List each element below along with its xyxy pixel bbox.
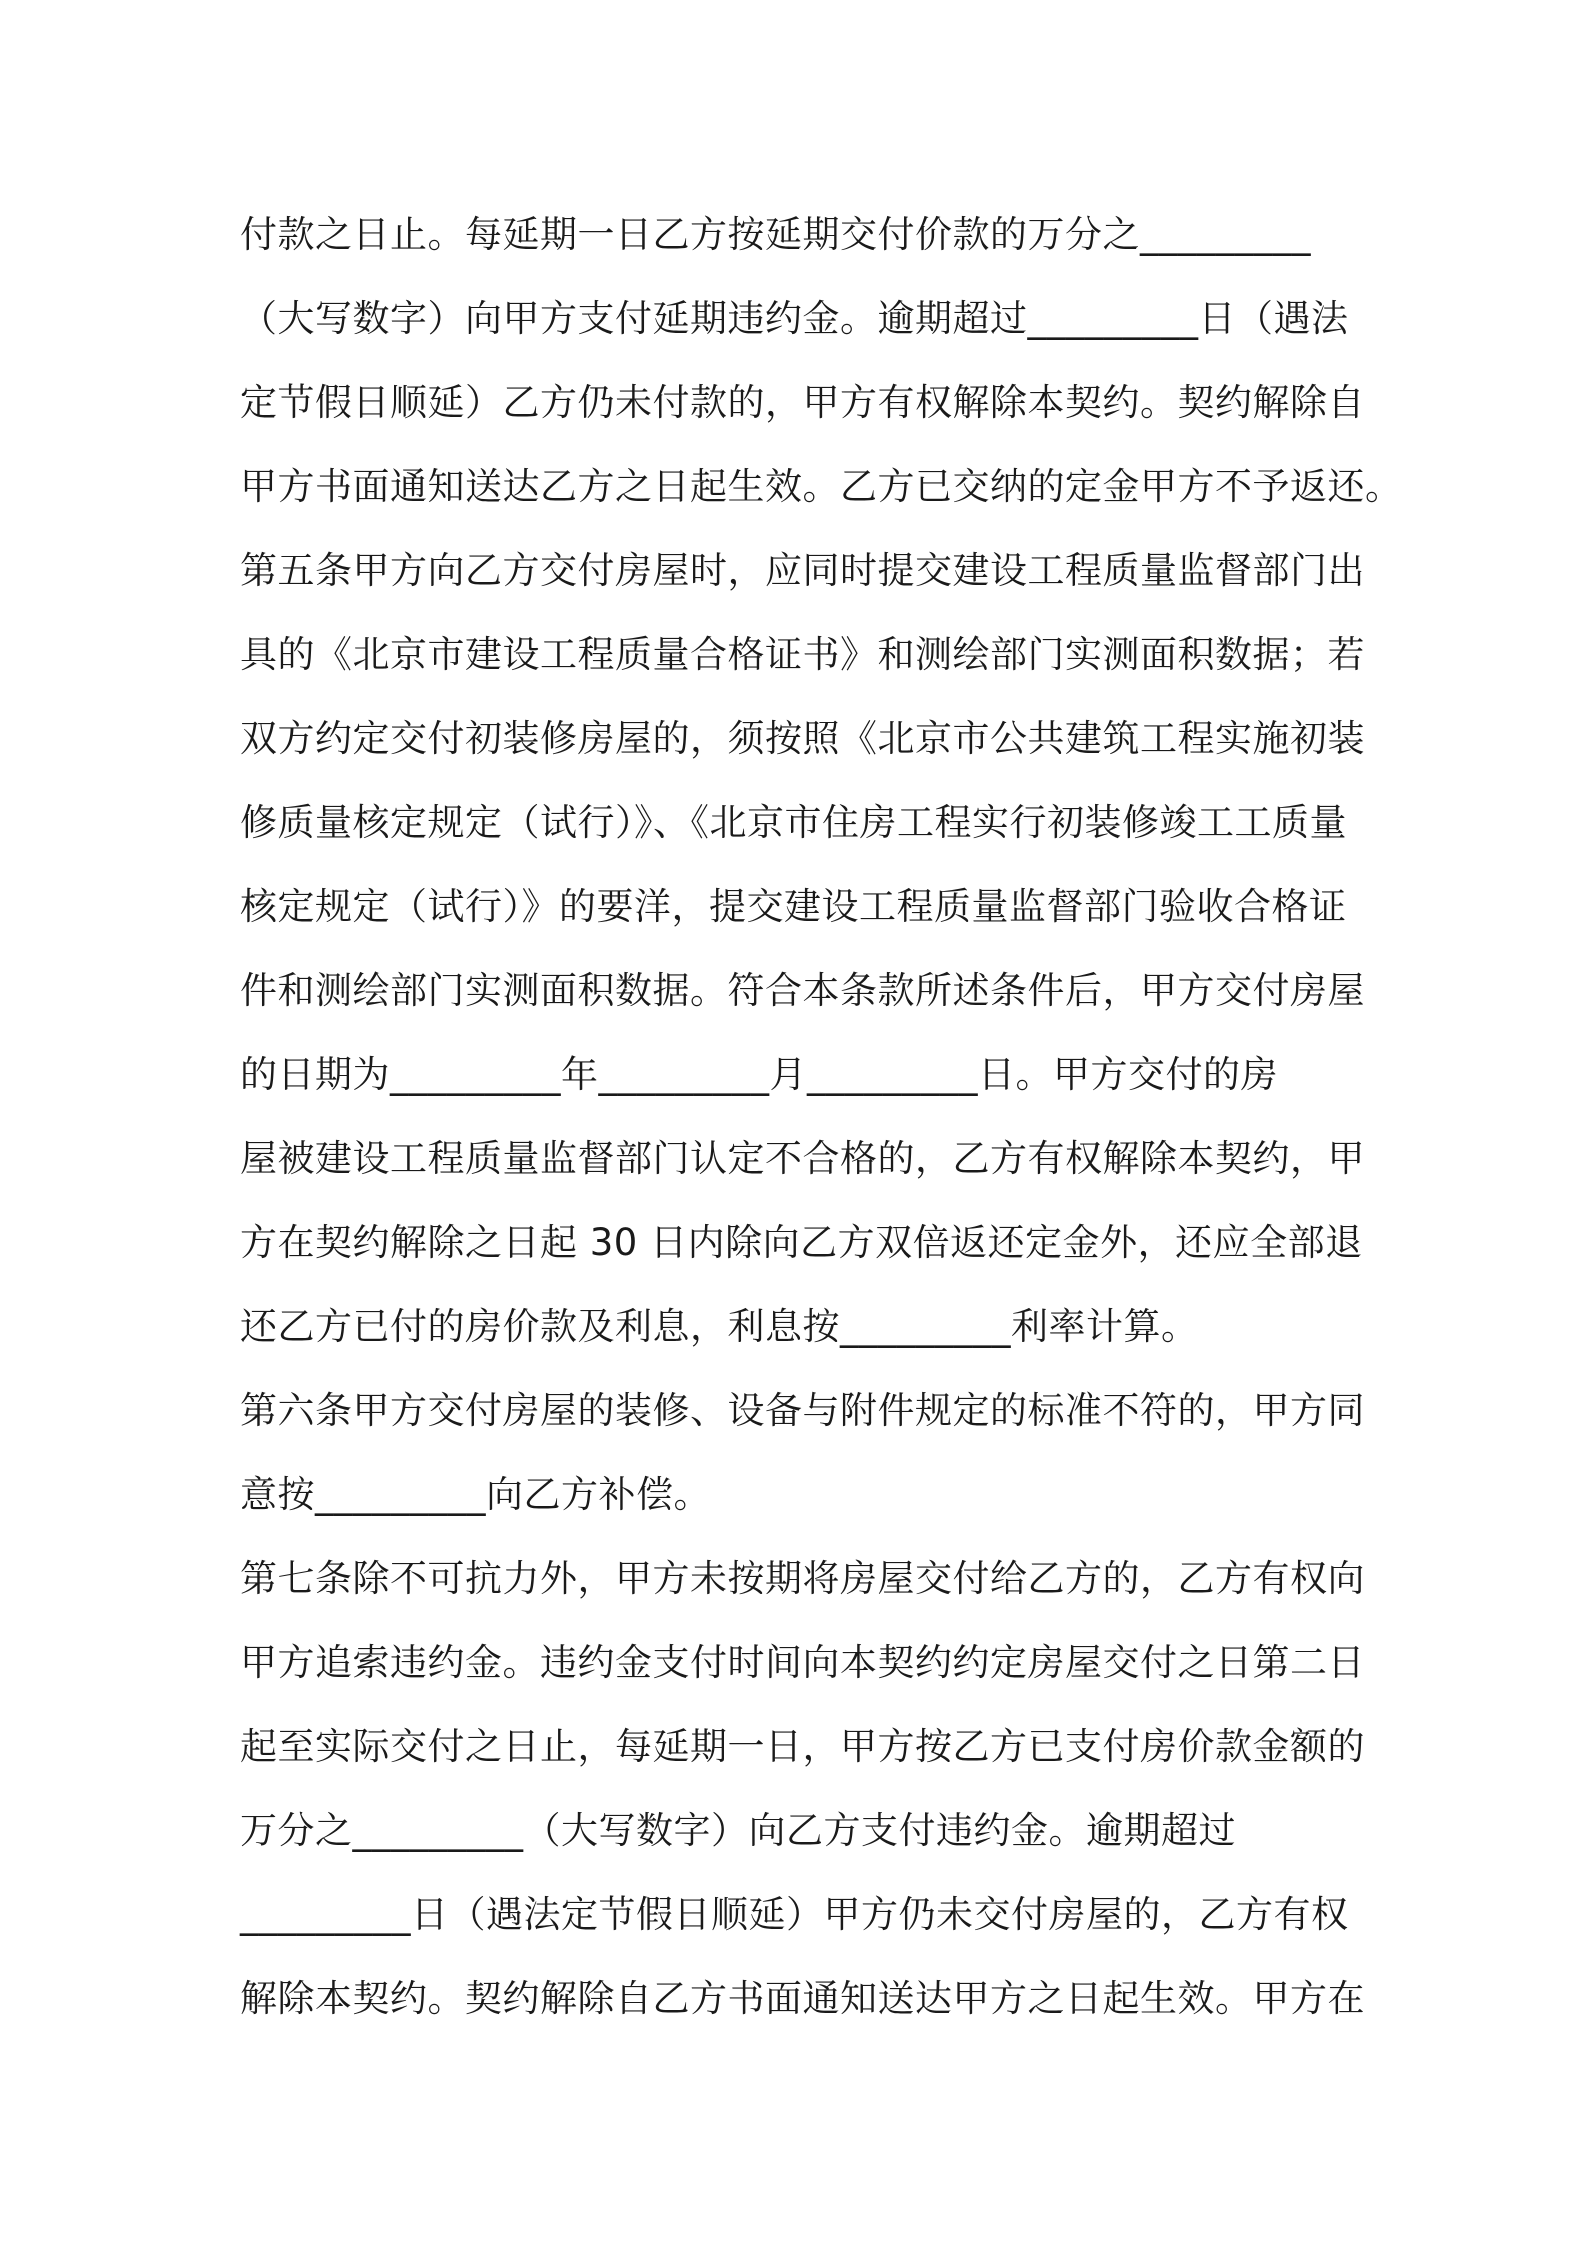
text-line: （大写数字）向甲方支付延期违约金。逾期超过_________日（遇法 — [240, 297, 1349, 340]
text-line: 屋被建设工程质量监督部门认定不合格的，乙方有权解除本契约，甲 — [240, 1137, 1365, 1180]
contract-body — [240, 200, 1403, 2048]
text-line: 具的《北京市建设工程质量合格证书》和测绘部门实测面积数据；若 — [240, 633, 1365, 676]
text-line: 方在契约解除之日起 30 日内除向乙方双倍返还定金外，还应全部退 — [240, 1221, 1363, 1264]
article-7-line: 第七条除不可抗力外，甲方未按期将房屋交付给乙方的，乙方有权向 — [240, 1557, 1365, 1600]
text-line: 的日期为_________年_________月_________日。甲方交付的房 — [240, 1053, 1278, 1096]
text-line: 甲方书面通知送达乙方之日起生效。乙方已交纳的定金甲方不予返还。 — [240, 465, 1403, 508]
text-line: 核定规定（试行）》的要洋，提交建设工程质量监督部门验收合格证 — [240, 885, 1347, 928]
text-line: 件和测绘部门实测面积数据。符合本条款所述条件后，甲方交付房屋 — [240, 969, 1365, 1012]
text-line: 起至实际交付之日止，每延期一日，甲方按乙方已支付房价款金额的 — [240, 1725, 1365, 1768]
article-5-line: 第五条甲方向乙方交付房屋时，应同时提交建设工程质量监督部门出 — [240, 549, 1365, 592]
text-line: 双方约定交付初装修房屋的，须按照《北京市公共建筑工程实施初装 — [240, 717, 1365, 760]
text-line: 解除本契约。契约解除自乙方书面通知送达甲方之日起生效。甲方在 — [240, 1977, 1365, 2020]
text-line: 修质量核定规定（试行）》、《北京市住房工程实行初装修竣工工质量 — [240, 801, 1347, 844]
article-6-line: 第六条甲方交付房屋的装修、设备与附件规定的标准不符的，甲方同 — [240, 1389, 1365, 1432]
text-line: 万分之_________（大写数字）向乙方支付违约金。逾期超过 — [240, 1809, 1236, 1852]
text-line: 甲方追索违约金。违约金支付时间向本契约约定房屋交付之日第二日 — [240, 1641, 1365, 1684]
text-line: 定节假日顺延）乙方仍未付款的，甲方有权解除本契约。契约解除自 — [240, 381, 1365, 424]
text-line: 还乙方已付的房价款及利息，利息按_________利率计算。 — [240, 1305, 1199, 1348]
text-line: 付款之日止。每延期一日乙方按延期交付价款的万分之_________ — [240, 213, 1311, 256]
text-line: 意按_________向乙方补偿。 — [240, 1473, 711, 1516]
text-line: _________日（遇法定节假日顺延）甲方仍未交付房屋的，乙方有权 — [240, 1893, 1349, 1936]
